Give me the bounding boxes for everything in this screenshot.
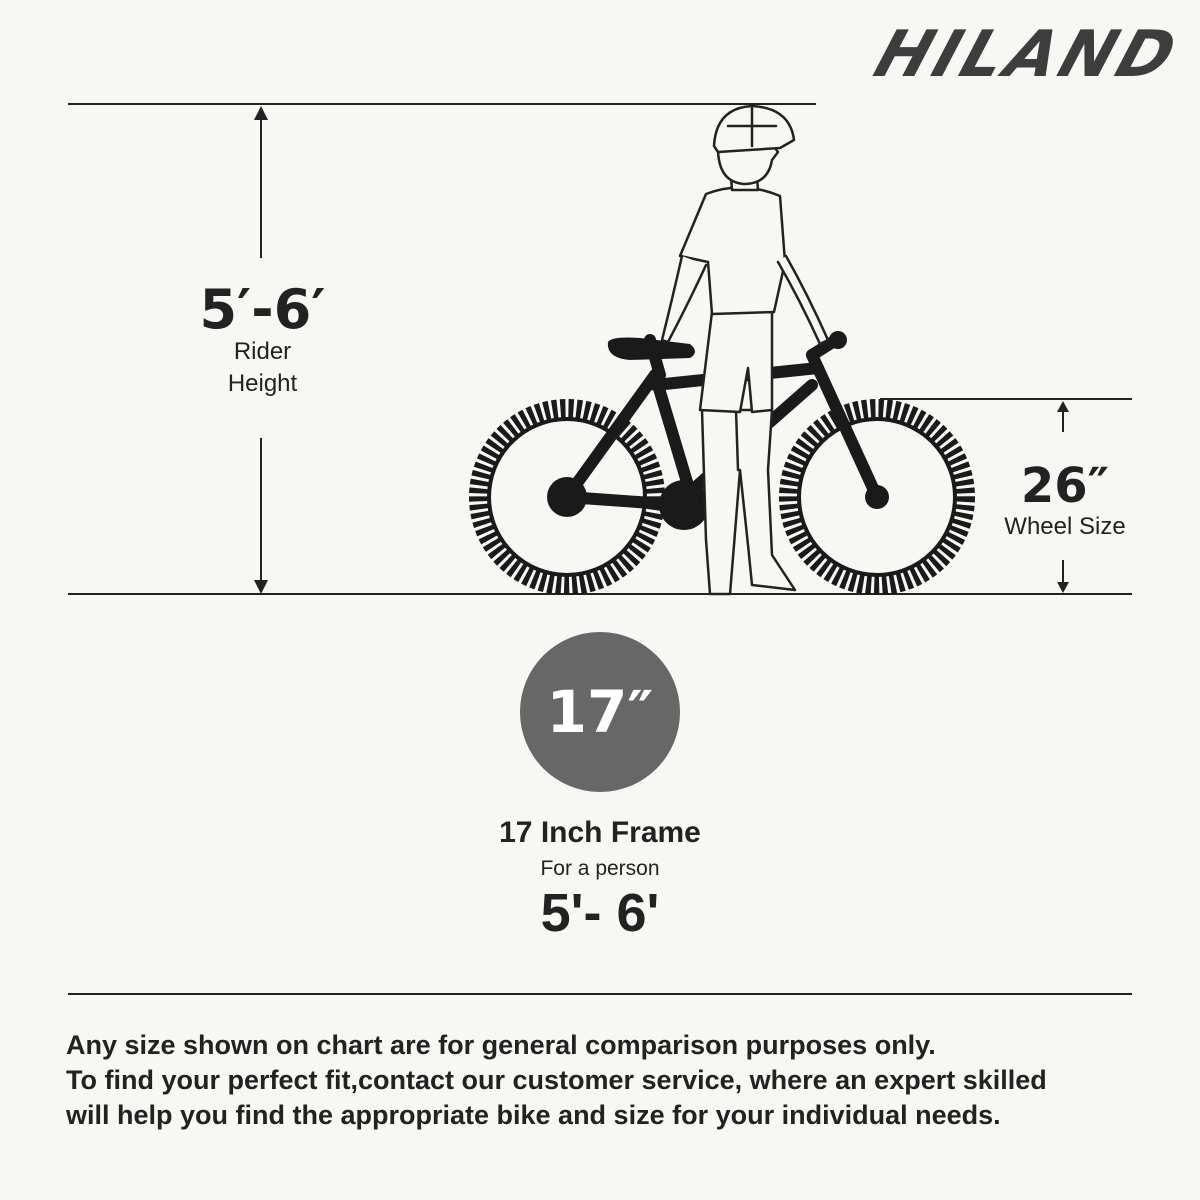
- frame-height-range: 5'- 6': [540, 883, 660, 943]
- rider-height-label: [160, 336, 365, 400]
- wheel-size-value: 26″: [1020, 458, 1110, 514]
- rider-height-label-line2: Height: [227, 370, 298, 397]
- frame-size-badge-text: 17″: [546, 678, 654, 746]
- disclaimer-line-3: will help you find the appropriate bike and size for your individual needs.: [66, 1100, 1001, 1130]
- disclaimer-line-1: Any size shown on chart are for general comparison purposes only.: [66, 1030, 936, 1060]
- rider-height-label-line1: Rider: [233, 338, 292, 365]
- frame-title: 17 Inch Frame: [499, 816, 701, 849]
- disclaimer-line-2: To find your perfect fit,contact our customer service, where an expert skilled: [66, 1065, 1047, 1095]
- frame-size-badge: [520, 632, 680, 792]
- frame-subtitle: For a person: [540, 857, 660, 880]
- disclaimer: [66, 1028, 1156, 1133]
- rider-height-value: 5′-6′: [199, 278, 326, 341]
- wheel-size-label: Wheel Size: [1004, 513, 1126, 540]
- brand-logo: HILAND: [865, 18, 1189, 92]
